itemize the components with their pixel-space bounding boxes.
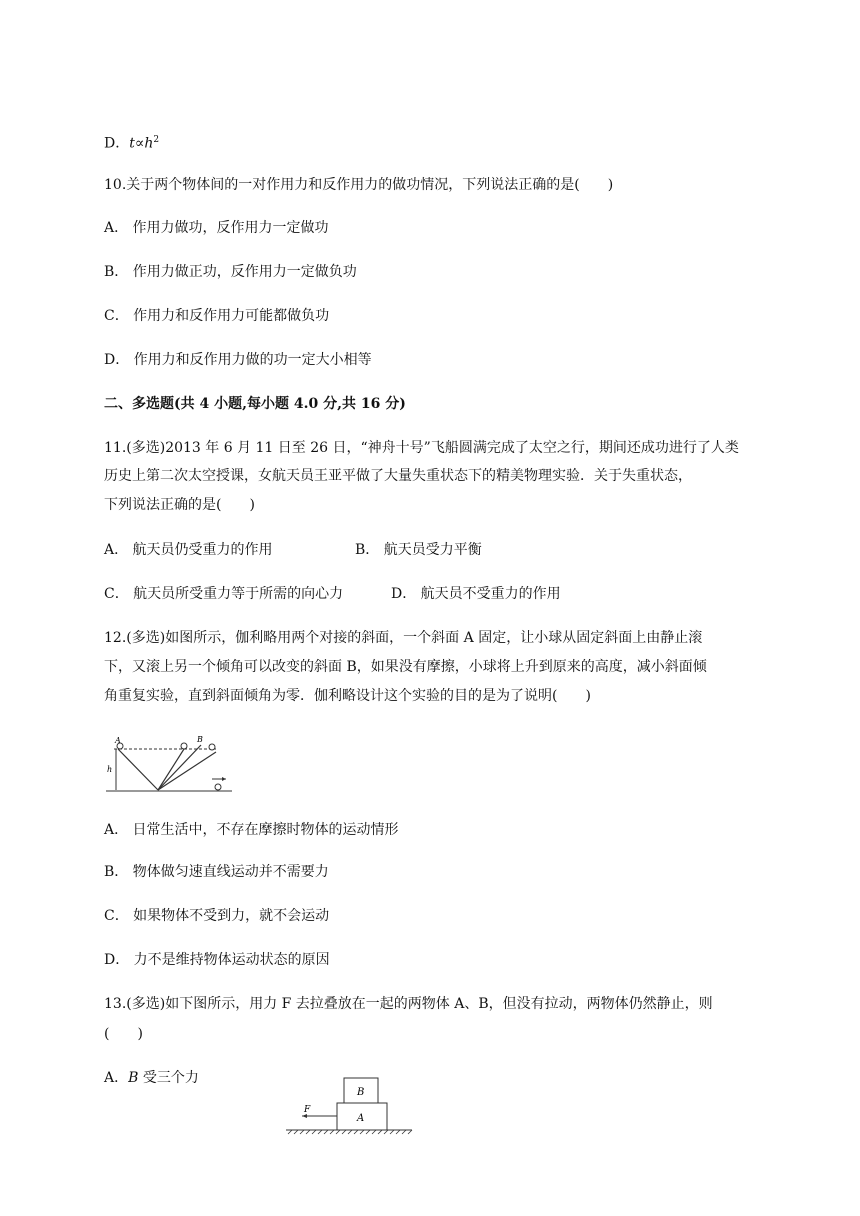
q9-formula-t: t	[129, 135, 135, 152]
fig-label-h: h	[107, 765, 113, 774]
q10-option-d: D． 作用力和反作用力做的功一定大小相等	[104, 352, 372, 368]
incline-b-shallow	[158, 752, 216, 790]
fig-label-force: F	[304, 1105, 311, 1115]
fig-label-block-b: B	[357, 1087, 365, 1098]
q13-stem-line-2: ( )	[104, 1026, 143, 1042]
ball-on-b-1	[181, 743, 187, 749]
fig-label-b: B	[197, 735, 203, 744]
q13-option-a-rest: 受三个力	[138, 1070, 199, 1086]
q9-option-d-prefix: D．	[104, 135, 130, 152]
q9-option-d	[104, 130, 159, 154]
q11-option-b: B． 航天员受力平衡	[355, 542, 482, 558]
q9-formula-exp: 2	[153, 135, 160, 145]
q12-option-b: B． 物体做匀速直线运动并不需要力	[104, 864, 329, 880]
q12-option-d: D． 力不是维持物体运动状态的原因	[104, 952, 330, 968]
q11-stem-line-3: 下列说法正确的是( )	[104, 497, 255, 513]
q9-formula-rel: ∝	[134, 135, 145, 152]
incline-b-steep	[158, 749, 184, 790]
q13-option-a-var: B	[128, 1070, 139, 1086]
section-heading-multi-choice: 二、多选题(共 4 小题,每小题 4.0 分,共 16 分)	[104, 396, 406, 412]
ball-on-b-2	[209, 744, 215, 750]
q10-option-c: C． 作用力和反作用力可能都做负功	[104, 308, 330, 324]
q11-option-a: A． 航天员仍受重力的作用	[104, 542, 273, 558]
q13-option-a-prefix: A．	[104, 1070, 129, 1086]
q12-stem-line-1: 12.(多选)如图所示，伽利略用两个对接的斜面，一个斜面 A 固定，让小球从固定斜面上由静止滚	[104, 630, 703, 646]
q12-option-c: C． 如果物体不受到力，就不会运动	[104, 908, 330, 924]
incline-a	[118, 749, 158, 790]
q12-option-a: A． 日常生活中，不存在摩擦时物体的运动情形	[104, 822, 399, 838]
q11-option-d: D． 航天员不受重力的作用	[391, 586, 561, 602]
fig-label-block-a: A	[357, 1113, 365, 1124]
q11-stem-line-2: 历史上第二次太空授课，女航天员王亚平做了大量失重状态下的精美物理实验．关于失重状态，	[104, 468, 692, 484]
fig-label-a: A	[115, 736, 121, 745]
q10-option-b: B． 作用力做正功，反作用力一定做负功	[104, 264, 357, 280]
velocity-arrowhead	[222, 777, 226, 781]
q12-stem-line-2: 下，又滚上另一个倾角可以改变的斜面 B，如果没有摩擦，小球将上升到原来的高度，减小斜面倾	[104, 659, 707, 675]
ball-rolling	[215, 784, 221, 790]
galileo-inclined-plane-figure	[104, 732, 234, 796]
q13-stem-line-1: 13.(多选)如下图所示，用力 F 去拉叠放在一起的两物体 A、B，但没有拉动，两物体仍然静止，则	[104, 996, 713, 1012]
incline-b-medium	[158, 745, 201, 790]
q11-stem-line-1: 11.(多选)2013 年 6 月 11 日至 26 日，“神舟十号”飞船圆满完成了太空之行，期间还成功进行了人类	[104, 440, 739, 456]
q12-stem-line-3: 角重复实验，直到斜面倾角为零．伽利略设计这个实验的目的是为了说明( )	[104, 688, 591, 704]
q9-formula-h: h	[144, 135, 154, 152]
q10-stem: 10.关于两个物体间的一对作用力和反作用力的做功情况，下列说法正确的是( )	[104, 177, 614, 193]
q10-option-a: A． 作用力做功，反作用力一定做功	[104, 220, 329, 236]
q13-option-a	[104, 1068, 199, 1088]
stacked-blocks-figure	[284, 1076, 416, 1138]
q11-option-c: C． 航天员所受重力等于所需的向心力	[104, 586, 344, 602]
ground-hatching	[288, 1130, 412, 1134]
